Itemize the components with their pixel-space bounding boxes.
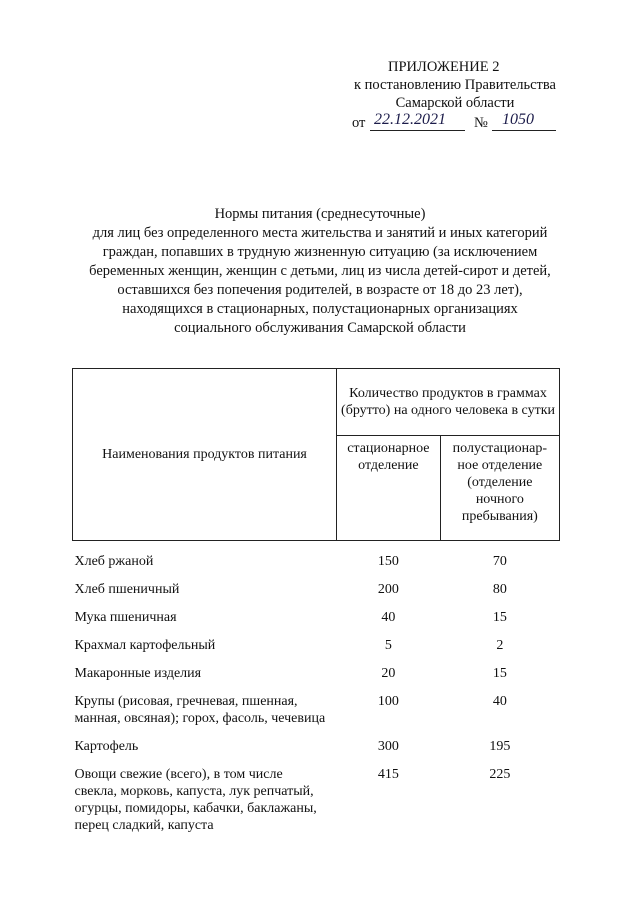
- annex-from-label: от: [352, 115, 366, 131]
- product-name: Хлеб пшеничный: [74, 582, 180, 597]
- semi-stationary-value: 225: [489, 767, 511, 782]
- product-name: Макаронные изделия: [74, 666, 202, 681]
- stationary-value: 300: [377, 739, 399, 754]
- annex-number: 1050: [502, 111, 534, 128]
- product-name: Крахмал картофельный: [74, 638, 216, 653]
- number-underline: [492, 130, 556, 131]
- semi-stationary-value: 40: [492, 694, 507, 709]
- semi-stationary-value: 195: [489, 739, 511, 754]
- date-underline: [370, 130, 465, 131]
- stationary-value: 150: [377, 554, 399, 569]
- header-stationary: стационарное отделение: [337, 436, 441, 541]
- food-norms-table: [72, 368, 560, 845]
- table-row: [73, 581, 560, 609]
- document-title: [60, 205, 580, 338]
- stationary-value: 200: [377, 582, 399, 597]
- title-line-2: для лиц без определенного места жительства и занятий и иных категорий: [92, 225, 548, 241]
- table-row: [73, 766, 560, 845]
- product-name: Крупы (рисовая, гречневая, пшенная, манная, овсяная); горох, фасоль, чечевица: [74, 694, 326, 726]
- annex-line-2: к постановлению Правительства: [354, 77, 556, 93]
- annex-line-3: Самарской области: [395, 95, 515, 111]
- stationary-value: 40: [381, 610, 396, 625]
- table-row: [73, 553, 560, 581]
- product-name: Картофель: [74, 739, 139, 754]
- table-row: [73, 693, 560, 738]
- stationary-value: 415: [377, 767, 399, 782]
- semi-stationary-value: 70: [492, 554, 507, 569]
- title-line-6: находящихся в стационарных, полустационарных организациях: [122, 301, 518, 317]
- title-line-7: социального обслуживания Самарской области: [174, 320, 466, 336]
- title-line-5: оставшихся без попечения родителей, в возрасте от 18 до 23 лет),: [117, 282, 523, 298]
- table-row: [73, 738, 560, 766]
- semi-stationary-value: 15: [492, 610, 507, 625]
- semi-stationary-value: 15: [492, 666, 507, 681]
- annex-number-label: №: [474, 115, 488, 131]
- product-name: Овощи свежие (всего), в том числе свекла, морковь, капуста, лук репчатый, огурцы, помидоры, кабачки, баклажаны, перец сладкий, капуста: [74, 767, 317, 833]
- annex-title: ПРИЛОЖЕНИЕ 2: [388, 59, 500, 75]
- title-line-4: беременных женщин, женщин с детьми, лиц из числа детей-сирот и детей,: [89, 263, 551, 279]
- title-line-1: Нормы питания (среднесуточные): [214, 206, 426, 222]
- annex-block: [340, 58, 570, 134]
- header-semi-stationary: полустационар-ное отделение (отделение ночного пребывания): [440, 436, 559, 541]
- semi-stationary-value: 2: [496, 638, 504, 653]
- product-name: Хлеб ржаной: [74, 554, 154, 569]
- semi-stationary-value: 80: [492, 582, 507, 597]
- stationary-value: 100: [377, 694, 399, 709]
- table-row: [73, 637, 560, 665]
- stationary-value: 20: [381, 666, 396, 681]
- annex-date: 22.12.2021: [374, 111, 446, 128]
- table-row: [73, 665, 560, 693]
- annex-signature-line: [340, 112, 570, 134]
- title-line-3: граждан, попавших в трудную жизненную ситуацию (за исключением: [102, 244, 538, 260]
- header-product-name: Наименования продуктов питания: [73, 369, 337, 541]
- header-quantity: Количество продуктов в граммах (брутто) на одного человека в сутки: [337, 369, 560, 436]
- table-row: [73, 609, 560, 637]
- product-name: Мука пшеничная: [74, 610, 177, 625]
- stationary-value: 5: [384, 638, 392, 653]
